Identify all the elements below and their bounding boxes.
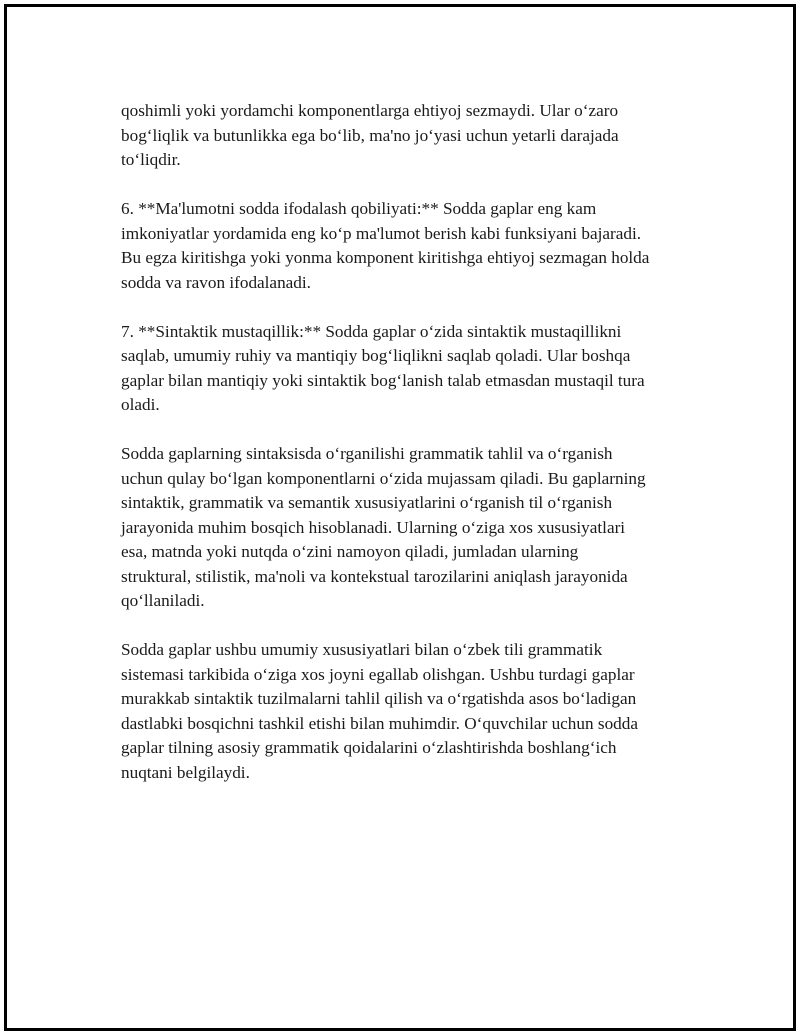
text-line: imkoniyatlar yordamida eng ko‘p ma'lumot berish kabi funksiyani bajaradi. (121, 223, 642, 243)
paragraph-item-6 (121, 197, 701, 295)
text-line: murakkab sintaktik tuzilmalarni tahlil qilish va o‘rgatishda asos bo‘ladigan (121, 689, 637, 708)
text-line: jarayonida muhim bosqich hisoblanadi. Ularning o‘ziga xos xususiyatlari (121, 517, 626, 537)
text-line: sistemasi tarkibida o‘ziga xos joyni egallab olishgan. Ushbu turdagi gaplar (121, 664, 635, 684)
text-line: dastlabki bosqichni tashkil etishi bilan muhimdir. O‘quvchilar uchun sodda (121, 713, 638, 733)
text-line: saqlab, umumiy ruhiy va mantiqiy bog‘liqlikni saqlab qoladi. Ular boshqa (121, 346, 631, 365)
text-line: 6. **Ma'lumotni sodda ifodalash qobiliyati:** Sodda gaplar eng kam (121, 199, 597, 218)
text-line: Bu egza kiritishga yoki yonma komponent kiritishga ehtiyoj sezmagan holda (121, 248, 650, 267)
text-line: nuqtani belgilaydi. (121, 762, 250, 782)
text-line: Sodda gaplarning sintaksisda o‘rganilishi grammatik tahlil va o‘rganish (121, 444, 613, 463)
text-line: sintaktik, grammatik va semantik xususiyatlarini o‘rganish til o‘rganish (121, 493, 613, 512)
text-line: bog‘liqlik va butunlikka ega bo‘lib, ma'no jo‘yasi uchun yetarli darajada (121, 125, 619, 145)
text-line: uchun qulay bo‘lgan komponentlarni o‘zida mujassam qiladi. Bu gaplarning (121, 468, 646, 488)
text-line: gaplar bilan mantiqiy yoki sintaktik bog‘lanish talab etmasdan mustaqil tura (121, 370, 645, 390)
text-line: gaplar tilning asosiy grammatik qoidalarini o‘zlashtirishda boshlang‘ich (121, 738, 617, 757)
page-frame (4, 4, 796, 1031)
paragraph-continuation (121, 99, 701, 173)
text-line: struktural, stilistik, ma'noli va kontekstual tarozilarini aniqlash jarayonida (121, 566, 628, 586)
document-body (121, 99, 701, 810)
text-line: to‘liqdir. (121, 150, 181, 169)
text-line: qoshimli yoki yordamchi komponentlarga ehtiyoj sezmaydi. Ular o‘zaro (121, 101, 619, 120)
text-line: 7. **Sintaktik mustaqillik:** Sodda gaplar o‘zida sintaktik mustaqillikni (121, 321, 622, 341)
paragraph-item-7 (121, 320, 701, 418)
paragraph-study-summary (121, 442, 701, 614)
paragraph-conclusion (121, 638, 701, 785)
text-line: Sodda gaplar ushbu umumiy xususiyatlari bilan o‘zbek tili grammatik (121, 640, 603, 659)
text-line: qo‘llaniladi. (121, 591, 205, 610)
text-line: sodda va ravon ifodalanadi. (121, 272, 311, 292)
text-line: oladi. (121, 395, 160, 414)
text-line: esa, matnda yoki nutqda o‘zini namoyon qiladi, jumladan ularning (121, 542, 579, 561)
